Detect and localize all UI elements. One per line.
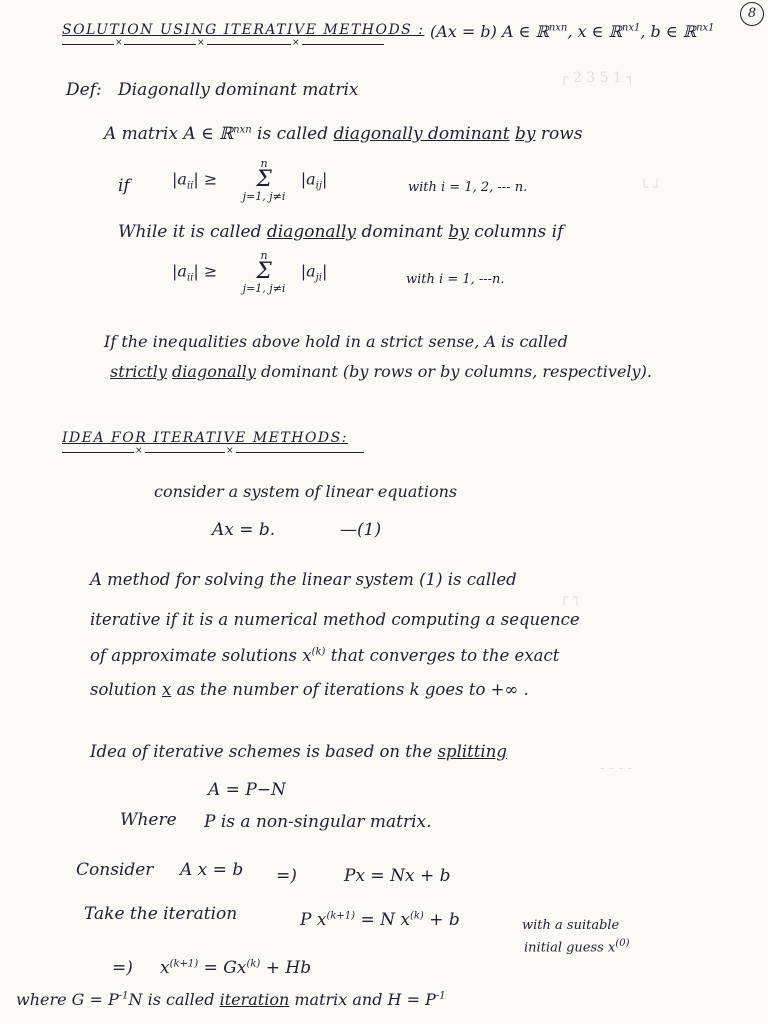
res-a: x [160, 958, 170, 978]
final-a: where G = P [16, 990, 119, 1009]
res-c: + Hb [260, 958, 312, 978]
iter-b: = N x [355, 910, 410, 930]
res-sup1: (k+1) [169, 958, 199, 970]
take-iteration-label: Take the iteration [84, 904, 238, 924]
splitting-word: splitting [437, 742, 507, 761]
def-title: Diagonally dominant matrix [118, 80, 359, 100]
where-text: P is a non-singular matrix. [204, 812, 432, 832]
row-lhs-end: | ≥ [193, 169, 218, 189]
strict-2c: dominant [261, 362, 338, 381]
final-b: N is called [128, 990, 220, 1009]
row-rhs-end: | [321, 169, 328, 189]
equation-ref: —(1) [340, 520, 382, 540]
bleed-through-marks-2: └ ┘ [640, 180, 662, 196]
cols-intro-a: While it is called [118, 222, 262, 242]
def-line1-e: rows [540, 124, 583, 144]
col-sum-sign: Σ [256, 259, 272, 284]
guess-line-1: with a suitable [522, 918, 620, 933]
iteration-equation [300, 910, 460, 930]
iter-def-4a: solution [90, 680, 157, 699]
splitting-intro: Idea of iterative schemes is based on the [90, 742, 433, 761]
final-sup1: -1 [118, 990, 129, 1002]
iter-c: + b [423, 910, 460, 930]
iter-sup2: (k) [409, 910, 424, 922]
header-x-mark-1: × [115, 38, 123, 48]
header-system [430, 22, 715, 41]
iter-def-3-sup: (k) [311, 646, 326, 658]
header-sup-nx1-a: nx1 [621, 22, 641, 34]
consider2-eq: A x = b [180, 860, 244, 880]
strict-line-1: If the inequalities above hold in a strict sense, A is called [104, 332, 568, 351]
idea-rule-1 [62, 452, 134, 453]
def-line1-a: A matrix A ∈ ℝ [104, 124, 234, 144]
row-sum-sign: Σ [256, 167, 272, 192]
row-rhs: |a [300, 169, 316, 189]
row-lhs: |a [172, 169, 187, 189]
col-rhs: |a [300, 261, 316, 281]
iter-def-line-1: A method for solving the linear system (1) is called [90, 570, 517, 589]
guess-line-2 [524, 938, 629, 955]
col-lhs-end: | ≥ [193, 261, 218, 281]
guess-sup: (0) [615, 938, 630, 949]
strict-2b: diagonally [172, 362, 256, 381]
iter-sup1: (k+1) [326, 910, 356, 922]
col-sum-top: n [260, 249, 268, 262]
col-with-range: with i = 1, ---n. [406, 272, 505, 287]
iter-def-line-4 [90, 680, 529, 699]
implies-arrow-2: =) [112, 958, 133, 978]
final-sup2: -1 [435, 990, 446, 1002]
splitting-line [90, 742, 507, 761]
idea-title: IDEA FOR ITERATIVE METHODS: [62, 430, 348, 446]
strict-2a: strictly [110, 362, 167, 381]
iter-def-4-x: x [162, 680, 172, 699]
iter-a: P x [300, 910, 327, 930]
split-system: Px = Nx + b [344, 866, 451, 886]
idea-x-mark-1: × [135, 446, 143, 456]
def-line-1 [104, 124, 583, 144]
header-x-mark-3: × [292, 38, 300, 48]
idea-x-mark-2: × [226, 446, 234, 456]
header-b-in: , b ∈ ℝ [640, 22, 697, 41]
result-equation [160, 958, 311, 978]
strict-2d: (by rows or by columns, respectively). [342, 362, 652, 381]
iter-def-line-3 [90, 646, 559, 665]
def-line1-d: by [515, 124, 536, 144]
cols-intro-d: by [448, 222, 469, 242]
guess-2: initial guess x [524, 940, 616, 956]
header-rule-2 [124, 44, 196, 45]
def-line1-b: is called [251, 124, 329, 144]
final-line [16, 990, 446, 1009]
header-sup-nxn: nxn [548, 22, 568, 34]
def-line1-sup: nxn [233, 124, 252, 136]
col-rhs-sub: ji [315, 272, 322, 284]
row-sum-top: n [260, 157, 268, 170]
cols-intro [118, 222, 563, 242]
bleed-through-marks: ┌ 2 3 5 1 ┐ [560, 70, 635, 86]
header-rule-4 [302, 44, 384, 45]
bleed-through-marks-3: ┌ ┐ [560, 590, 582, 606]
final-c: iteration [219, 990, 290, 1009]
header-rule-3 [207, 44, 291, 45]
header-sup-nx1-b: nx1 [696, 22, 715, 34]
page-number: 8 [740, 2, 764, 26]
iter-def-3b: that converges to the exact [325, 646, 560, 665]
def-line1-c: diagonally dominant [333, 124, 510, 144]
section-title: SOLUTION USING ITERATIVE METHODS : [62, 22, 425, 38]
col-lhs: |a [172, 261, 187, 281]
res-b: = Gx [198, 958, 247, 978]
implies-arrow-1: =) [276, 866, 297, 886]
bleed-through-marks-4: - - - - [600, 760, 633, 776]
cols-intro-c: dominant [361, 222, 443, 242]
row-sum-bottom: j=1, j≠i [242, 190, 286, 203]
header-rule-1 [62, 44, 114, 45]
cols-intro-e: columns if [474, 222, 564, 242]
iter-def-3a: of approximate solutions x [90, 646, 312, 665]
where-label: Where [120, 810, 177, 830]
header-x-in: , x ∈ ℝ [567, 22, 622, 41]
row-with-range: with i = 1, 2, --- n. [408, 180, 528, 195]
col-rhs-end: | [321, 261, 328, 281]
idea-rule-2 [145, 452, 225, 453]
header-x-mark-2: × [197, 38, 205, 48]
def-label: Def: [66, 80, 102, 100]
final-d: matrix and H = P [289, 990, 436, 1009]
cols-intro-b: diagonally [266, 222, 357, 242]
iter-def-4b: as the number of iterations k goes to +∞ . [171, 680, 529, 699]
col-dominance-formula [172, 250, 327, 294]
res-sup2: (k) [246, 958, 261, 970]
strict-line-2 [110, 362, 652, 381]
col-lhs-sub: ii [186, 272, 194, 284]
col-summation [243, 250, 286, 294]
consider2-label: Consider [76, 860, 154, 880]
row-summation [243, 158, 286, 202]
row-rhs-sub: ij [315, 180, 322, 192]
cond-if: if [118, 176, 130, 196]
row-dominance-formula [172, 158, 327, 202]
header-system-text: (Ax = b) A ∈ ℝ [430, 22, 549, 41]
iter-def-line-2: iterative if it is a numerical method computing a sequence [90, 610, 580, 629]
col-sum-bottom: j=1, j≠i [242, 282, 286, 295]
splitting-equation: A = P−N [208, 780, 286, 800]
consider-line: consider a system of linear equations [154, 482, 458, 501]
row-lhs-sub: ii [186, 180, 194, 192]
system-equation: Ax = b. [212, 520, 276, 540]
idea-rule-3 [236, 452, 364, 453]
